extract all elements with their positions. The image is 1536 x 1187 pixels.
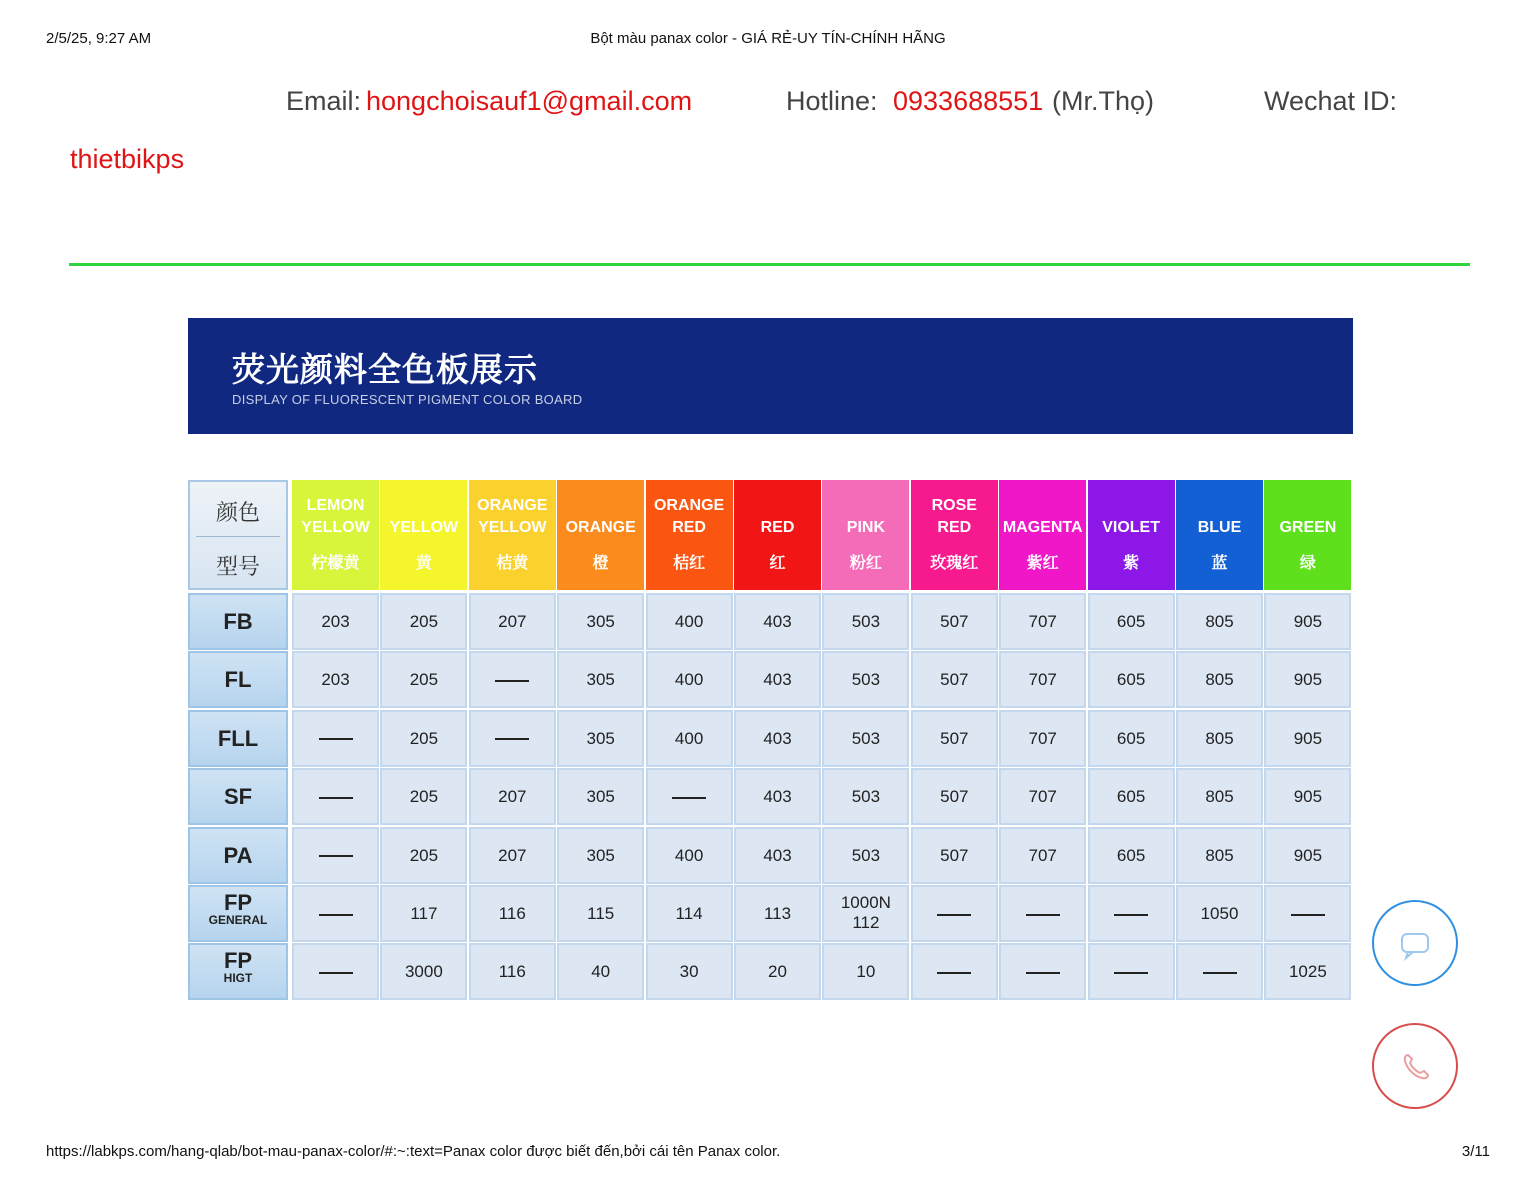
color-name-en [1088, 517, 1175, 539]
color-name-en-line: ORANGE [653, 497, 725, 514]
color-header-cell [646, 480, 733, 590]
color-name-en [734, 517, 821, 539]
model-code-cell [188, 885, 288, 942]
value-cell [822, 885, 909, 942]
value-cell: 113 [734, 885, 821, 942]
value-cell: 20 [734, 943, 821, 1000]
value-cell: 400 [646, 593, 733, 650]
color-name-en [999, 517, 1086, 539]
value-cell: 707 [999, 768, 1086, 825]
empty-value-dash [1026, 914, 1060, 916]
value-cell: 805 [1176, 827, 1263, 884]
color-name-en [1176, 517, 1263, 539]
color-name-en-line: ORANGE [565, 519, 636, 536]
value-cell: 507 [911, 593, 998, 650]
model-code: FL [224, 667, 252, 693]
value-cell: 503 [822, 593, 909, 650]
color-name-en-line: ORANGE [477, 497, 548, 514]
value-cell: 117 [380, 885, 467, 942]
color-name-zh: 柠檬黄 [311, 553, 360, 572]
value-cell: 507 [911, 827, 998, 884]
print-page-number: 3/11 [1461, 1143, 1490, 1160]
value-cell: 1025 [1264, 943, 1351, 1000]
value-cell [911, 943, 998, 1000]
print-datetime: 2/5/25, 9:27 AM [46, 30, 152, 47]
value-cell: 207 [469, 768, 556, 825]
model-code-cell [188, 827, 288, 884]
hotline-label: Hotline: [786, 86, 878, 116]
color-name-en [469, 495, 556, 539]
value-cell: 305 [557, 768, 644, 825]
print-footer [46, 1143, 1490, 1163]
value-cell: 507 [911, 651, 998, 708]
color-header-cell [999, 480, 1086, 590]
value-cell: 116 [469, 943, 556, 1000]
zalo-chat-button[interactable] [1372, 900, 1458, 986]
value-cell: 905 [1264, 651, 1351, 708]
color-header-cell [557, 480, 644, 590]
empty-value-dash [937, 972, 971, 974]
value-line: 112 [852, 913, 880, 932]
model-code-cell [188, 943, 288, 1000]
value-cell [646, 768, 733, 825]
value-cell [469, 710, 556, 767]
color-header-cell [1264, 480, 1351, 590]
phone-call-button[interactable] [1372, 1023, 1458, 1109]
color-header-cell [380, 480, 467, 590]
color-name-zh: 玫瑰红 [930, 553, 979, 572]
color-name-en-line: RED [937, 519, 972, 536]
color-name-en [292, 495, 379, 539]
color-name-en-line: PINK [846, 519, 885, 536]
value-cell: 205 [380, 593, 467, 650]
value-cell: 305 [557, 593, 644, 650]
wechat-id: thietbikps [70, 144, 185, 174]
value-cell: 905 [1264, 710, 1351, 767]
value-cell [292, 768, 379, 825]
empty-value-dash [319, 972, 353, 974]
value-cell: 115 [557, 885, 644, 942]
value-cell: 507 [911, 768, 998, 825]
value-cell: 403 [734, 768, 821, 825]
color-name-zh: 桔黄 [496, 553, 529, 572]
value-cell: 403 [734, 651, 821, 708]
value-cell: 205 [380, 827, 467, 884]
value-cell: 10 [822, 943, 909, 1000]
color-header-cell [1176, 480, 1263, 590]
value-cell: 400 [646, 651, 733, 708]
value-cell: 207 [469, 593, 556, 650]
color-name-zh: 橙 [592, 553, 609, 572]
value-cell [1264, 885, 1351, 942]
model-code-sub: GENERAL [208, 913, 268, 927]
value-cell: 207 [469, 827, 556, 884]
value-cell: 905 [1264, 768, 1351, 825]
hotline-name: (Mr.Thọ) [1052, 86, 1155, 116]
model-code: FP [223, 890, 253, 915]
value-cell: 905 [1264, 827, 1351, 884]
color-name-en-line: RED [672, 519, 706, 536]
value-cell: 403 [734, 593, 821, 650]
value-cell: 205 [380, 768, 467, 825]
empty-value-dash [672, 797, 706, 799]
header-label-color: 颜色 [215, 501, 260, 526]
empty-value-dash [1026, 972, 1060, 974]
empty-value-dash [1203, 972, 1237, 974]
color-name-en-line: BLUE [1197, 519, 1242, 536]
header-label-model: 型号 [215, 555, 260, 580]
color-name-en-line: GREEN [1279, 519, 1337, 536]
value-cell: 203 [292, 593, 379, 650]
model-code-cell [188, 651, 288, 708]
model-code: FLL [217, 725, 259, 751]
email-link[interactable]: hongchoisauf1@gmail.com [366, 86, 693, 116]
value-cell [292, 943, 379, 1000]
empty-value-dash [319, 855, 353, 857]
value-cell [999, 943, 1086, 1000]
value-cell: 605 [1088, 593, 1175, 650]
value-cell: 1050 [1176, 885, 1263, 942]
model-code-sub: HIGT [223, 971, 253, 986]
value-cell: 305 [557, 651, 644, 708]
value-cell [911, 885, 998, 942]
wechat-label: Wechat ID: [1264, 86, 1398, 116]
header-label-cell [188, 480, 288, 590]
color-name-en [380, 517, 467, 539]
color-name-en [822, 517, 909, 539]
model-code: SF [223, 784, 253, 810]
color-name-zh: 紫红 [1026, 553, 1059, 572]
value-cell: 805 [1176, 768, 1263, 825]
divider-line [69, 263, 1470, 266]
value-cell: 503 [822, 768, 909, 825]
phone-icon [1396, 1047, 1436, 1087]
value-cell: 205 [380, 710, 467, 767]
color-name-en-line: LEMON [306, 497, 365, 514]
value-cell [1176, 943, 1263, 1000]
value-cell: 305 [557, 827, 644, 884]
print-url: https://labkps.com/hang-qlab/bot-mau-panax-color/#:~:text=Panax color được biết đến,bởi cái tên Panax color. [46, 1143, 781, 1160]
value-cell [1088, 943, 1175, 1000]
value-cell: 503 [822, 710, 909, 767]
value-cell [469, 651, 556, 708]
color-name-en [911, 495, 998, 539]
color-board-banner [188, 318, 1353, 434]
value-cell: 305 [557, 710, 644, 767]
color-name-en [646, 495, 733, 539]
color-name-en-line: YELLOW [478, 519, 547, 536]
value-cell: 905 [1264, 593, 1351, 650]
value-cell: 707 [999, 593, 1086, 650]
value-cell: 605 [1088, 768, 1175, 825]
empty-value-dash [495, 680, 529, 682]
color-name-zh: 绿 [1299, 553, 1316, 572]
empty-value-dash [937, 914, 971, 916]
value-cell: 40 [557, 943, 644, 1000]
color-name-zh: 黄 [415, 553, 432, 572]
email-label: Email: [286, 86, 362, 116]
print-header [46, 30, 1490, 50]
model-code: FP [223, 948, 253, 974]
color-header-cell [1088, 480, 1175, 590]
empty-value-dash [1291, 914, 1325, 916]
value-cell [292, 710, 379, 767]
pigment-color-table [188, 480, 1353, 1001]
value-cell: 3000 [380, 943, 467, 1000]
value-cell: 707 [999, 710, 1086, 767]
banner-title: 荧光颜料全色板展示 [232, 350, 538, 389]
empty-value-dash [1114, 972, 1148, 974]
empty-value-dash [319, 797, 353, 799]
value-cell: 114 [646, 885, 733, 942]
value-cell: 507 [911, 710, 998, 767]
header-label-divider [196, 536, 280, 537]
color-header-cell [469, 480, 556, 590]
print-page-title: Bột màu panax color - GIÁ RẺ-UY TÍN-CHÍNH HÃNG [590, 30, 946, 47]
empty-value-dash [319, 738, 353, 740]
color-name-zh: 桔红 [673, 553, 706, 572]
value-cell: 605 [1088, 710, 1175, 767]
model-code-cell [188, 710, 288, 767]
color-header-cell [822, 480, 909, 590]
model-code-cell [188, 768, 288, 825]
value-cell: 503 [822, 827, 909, 884]
color-header-cell [292, 480, 379, 590]
color-name-en [557, 517, 644, 539]
value-cell: 605 [1088, 827, 1175, 884]
value-cell: 805 [1176, 710, 1263, 767]
color-name-zh: 红 [769, 553, 786, 572]
value-cell: 605 [1088, 651, 1175, 708]
value-cell: 400 [646, 827, 733, 884]
value-cell: 707 [999, 827, 1086, 884]
value-cell: 403 [734, 827, 821, 884]
value-cell: 805 [1176, 593, 1263, 650]
value-cell: 403 [734, 710, 821, 767]
color-name-en-line: YELLOW [301, 519, 370, 536]
color-name-en-line: VIOLET [1102, 519, 1160, 536]
value-cell: 205 [380, 651, 467, 708]
zalo-chat-icon [1396, 924, 1436, 964]
contact-line [286, 86, 1486, 126]
value-cell [292, 827, 379, 884]
value-cell: 400 [646, 710, 733, 767]
empty-value-dash [319, 914, 353, 916]
color-name-zh: 粉红 [849, 553, 882, 572]
color-name-en-line: ROSE [931, 497, 977, 514]
hotline-number[interactable]: 0933688551 [893, 86, 1044, 116]
value-cell [999, 885, 1086, 942]
value-cell: 116 [469, 885, 556, 942]
value-cell: 707 [999, 651, 1086, 708]
color-header-cell [911, 480, 998, 590]
value-cell: 503 [822, 651, 909, 708]
color-name-en [1264, 517, 1351, 539]
color-name-en-line: MAGENTA [1002, 519, 1083, 536]
color-name-zh: 蓝 [1211, 553, 1228, 572]
color-name-zh: 紫 [1123, 553, 1140, 572]
value-cell [1088, 885, 1175, 942]
model-code: PA [223, 842, 253, 868]
value-cell: 30 [646, 943, 733, 1000]
empty-value-dash [495, 738, 529, 740]
model-code-cell [188, 593, 288, 650]
color-name-en-line: YELLOW [389, 519, 459, 536]
banner-subtitle: DISPLAY OF FLUORESCENT PIGMENT COLOR BOARD [232, 392, 583, 407]
color-header-cell [734, 480, 821, 590]
color-name-en-line: RED [760, 519, 795, 536]
value-line: 1000N [840, 893, 891, 912]
value-cell: 805 [1176, 651, 1263, 708]
model-code: FB [223, 609, 253, 634]
value-cell [292, 885, 379, 942]
empty-value-dash [1114, 914, 1148, 916]
value-cell: 203 [292, 651, 379, 708]
